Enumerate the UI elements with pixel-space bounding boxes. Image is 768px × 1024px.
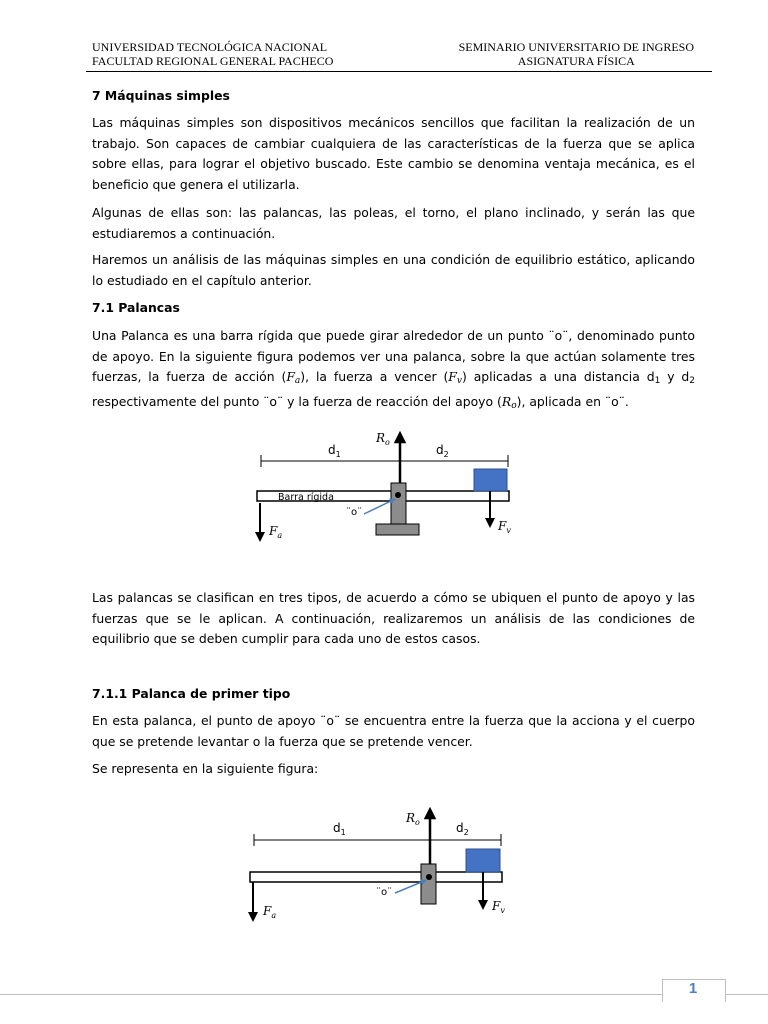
label-fv: $F_v$ (498, 519, 511, 535)
label-bar: Barra rígida (278, 492, 334, 503)
paragraph-examples: Algunas de ellas son: las palancas, las poleas, el torno, el plano inclinado, y serán las que estudiaremos a continuación. (92, 205, 695, 241)
subject-name: ASIGNATURA FÍSICA (517, 54, 635, 68)
lever-figure-1 (240, 425, 530, 545)
support-base (376, 524, 419, 535)
heading-palancas: 7.1 Palancas (92, 300, 180, 315)
page-number: 1 (688, 980, 698, 997)
paragraph-lever-definition: Una Palanca es una barra rígida que puede girar alrededor de un punto ¨o¨, denominado punto de apoyo. En la siguiente figura podemos ver una palanca, sobre la que actúan solamente tres fuerzas, la fuerza de acción $(F_a)$, la fuerza a vencer $(F_v)$ aplicadas a una distancia $d_1$ y $d_2$ respectivamente del punto ¨o¨ y la fuerza de reacción del apoyo $(R_o)$, aplicada en ¨o¨. (92, 328, 696, 411)
faculty-name: FACULTAD REGIONAL GENERAL PACHECO (92, 54, 334, 68)
label-d1: $d_1$ (333, 821, 346, 837)
load-block (474, 469, 507, 491)
seminar-name: SEMINARIO UNIVERSITARIO DE INGRESO (458, 40, 694, 54)
university-name: UNIVERSIDAD TECNOLÓGICA NACIONAL (92, 40, 328, 54)
paragraph-intro: Las máquinas simples son dispositivos mecánicos sencillos que facilitan la realización de un trabajo. Son capaces de cambiar cualquiera de las características de la fuerza que se aplica sobre ellas, para lograr el objetivo buscado. Este cambio se denomina ventaja mecánica, es el beneficio que genera el utilizarla. (92, 115, 695, 192)
label-fa: $F_a$ (269, 524, 283, 540)
footer-divider (0, 994, 768, 995)
symbol-fv: $F_v$ (448, 369, 462, 386)
label-d1: $d_1$ (328, 443, 341, 459)
paragraph-analysis: Haremos un análisis de las máquinas simples en una condición de equilibrio estático, aplicando lo estudiado en el capítulo anterior. (92, 252, 695, 288)
header-right (459, 40, 694, 68)
pivot-point (426, 874, 432, 880)
label-d2: $d_2$ (456, 821, 469, 837)
paragraph-classification: Las palancas se clasifican en tres tipos, de acuerdo a cómo se ubiquen el punto de apoyo y las fuerzas que se le aplican. A continuación, realizaremos un análisis de las condiciones de equilibrio que se deben cumplir para cada uno de estos casos. (92, 590, 695, 646)
label-pivot: ¨o¨ (376, 887, 393, 898)
support-post (421, 864, 436, 904)
header-divider (86, 71, 712, 72)
pivot-pointer-arrow (364, 500, 393, 514)
label-ro: $R_o$ (406, 811, 420, 827)
support-post (391, 483, 406, 525)
load-block (466, 849, 500, 872)
header-left (92, 40, 333, 68)
label-fv: $F_v$ (492, 899, 505, 915)
rigid-bar (250, 872, 502, 882)
label-fa: $F_a$ (263, 904, 277, 920)
heading-primer-tipo: 7.1.1 Palanca de primer tipo (92, 686, 291, 701)
label-pivot: ¨o¨ (346, 507, 363, 518)
pivot-pointer-arrow (395, 881, 424, 893)
paragraph-figure-intro: Se representa en la siguiente figura: (92, 761, 319, 776)
lever-figure-2 (240, 805, 515, 930)
symbol-fa: $F_a$ (286, 369, 301, 386)
label-d2: $d_2$ (436, 443, 449, 459)
section-title: 7 Máquinas simples (92, 88, 230, 103)
pivot-point (395, 492, 401, 498)
paragraph-first-type: En esta palanca, el punto de apoyo ¨o¨ se encuentra entre la fuerza que la acciona y el cuerpo que se pretende levantar o la fuerza que se pretende vencer. (92, 713, 695, 749)
symbol-ro: $R_o$ (501, 393, 517, 411)
label-ro: $R_o$ (376, 431, 390, 447)
